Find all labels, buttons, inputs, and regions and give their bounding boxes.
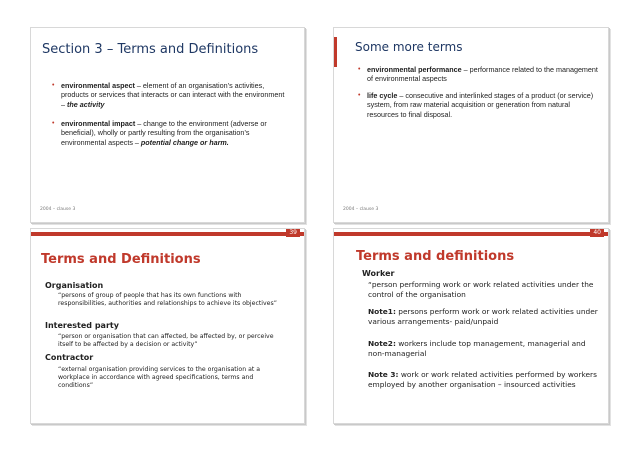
note-1-text: persons perform work or work related activities under various arrangements- paid/unpaid <box>368 307 598 326</box>
definition-text: – element of an organisation’s activities, products or services that interacts or can interact with the environment – <box>61 81 285 109</box>
header-rule <box>334 229 608 236</box>
slide-section3-terms <box>30 27 305 223</box>
bullet-environmental-performance <box>358 65 599 84</box>
slide-title: Terms and definitions <box>356 249 515 264</box>
note-2 <box>368 339 600 359</box>
slide-title: Some more terms <box>355 40 463 54</box>
label-contractor: Contractor <box>45 353 94 362</box>
text-interested-party: “person or organisation that can affected, be affected by, or perceive itself to be affected by a decision or activity” <box>58 333 274 348</box>
text-contractor: “external organisation providing services to the organisation at a workplace in accordance with agreed specifications, terms and conditions” <box>58 366 261 389</box>
text-worker-definition: “person performing work or work related activities under the control of the organisation <box>368 280 594 299</box>
bullet-dot-icon: • <box>52 82 55 89</box>
definition-text: – performance related to the management of environmental aspects <box>367 65 598 84</box>
label-organisation: Organisation <box>45 281 104 290</box>
slide-footer: 2004 – clause 3 <box>343 207 379 212</box>
bullet-environmental-aspect <box>52 81 289 109</box>
note-3-label: Note 3: <box>368 370 399 379</box>
note-3-text: work or work related activities performed by workers employed by another organisation – insourced activities <box>368 370 597 389</box>
definition-text: – consecutive and interlinked stages of a product (or service) system, from raw material acquisition or generation from natural resources to final disposal. <box>367 91 594 119</box>
page-number: 39 <box>286 229 300 237</box>
text-organisation: “persons of group of people that has its own functions with responsibilities, authorities and relationships to achieve its objectives” <box>58 292 277 307</box>
bullet-environmental-impact <box>52 119 289 147</box>
header-rule <box>31 229 304 236</box>
note-2-text: workers include top management, managerial and non-managerial <box>368 339 586 358</box>
title-accent-bar <box>334 37 337 67</box>
header-bar <box>31 232 304 236</box>
term-environmental-aspect: environmental aspect <box>61 81 135 90</box>
term-life-cycle: life cycle <box>367 91 398 100</box>
note-1 <box>368 307 600 327</box>
page-number: 40 <box>590 229 604 237</box>
slide-terms-definitions-39 <box>30 228 305 424</box>
note-2-label: Note2: <box>368 339 396 348</box>
bullet-dot-icon: • <box>358 66 361 73</box>
slide-title: Section 3 – Terms and Definitions <box>42 42 259 57</box>
header-bar <box>334 232 608 236</box>
slide-more-terms <box>333 27 609 223</box>
definition-text: – change to the environment (adverse or beneficial), wholly or partly resulting from the organisation’s environmental aspects – <box>61 119 267 147</box>
slide-terms-definitions-40 <box>333 228 609 424</box>
term-environmental-performance: environmental performance <box>367 65 462 74</box>
note-1-label: Note1: <box>368 307 396 316</box>
label-interested-party: Interested party <box>45 321 119 330</box>
emphasis-text: the activity <box>67 99 105 109</box>
slide-footer: 2004 – clause 3 <box>40 207 76 212</box>
term-environmental-impact: environmental impact <box>61 119 136 128</box>
label-worker: Worker <box>362 269 395 278</box>
note-3 <box>368 370 600 390</box>
bullet-life-cycle <box>358 91 603 119</box>
bullet-dot-icon: • <box>358 92 361 99</box>
emphasis-text: potential change or harm. <box>140 137 229 147</box>
bullet-dot-icon: • <box>52 120 55 127</box>
slide-title: Terms and Definitions <box>41 252 201 267</box>
